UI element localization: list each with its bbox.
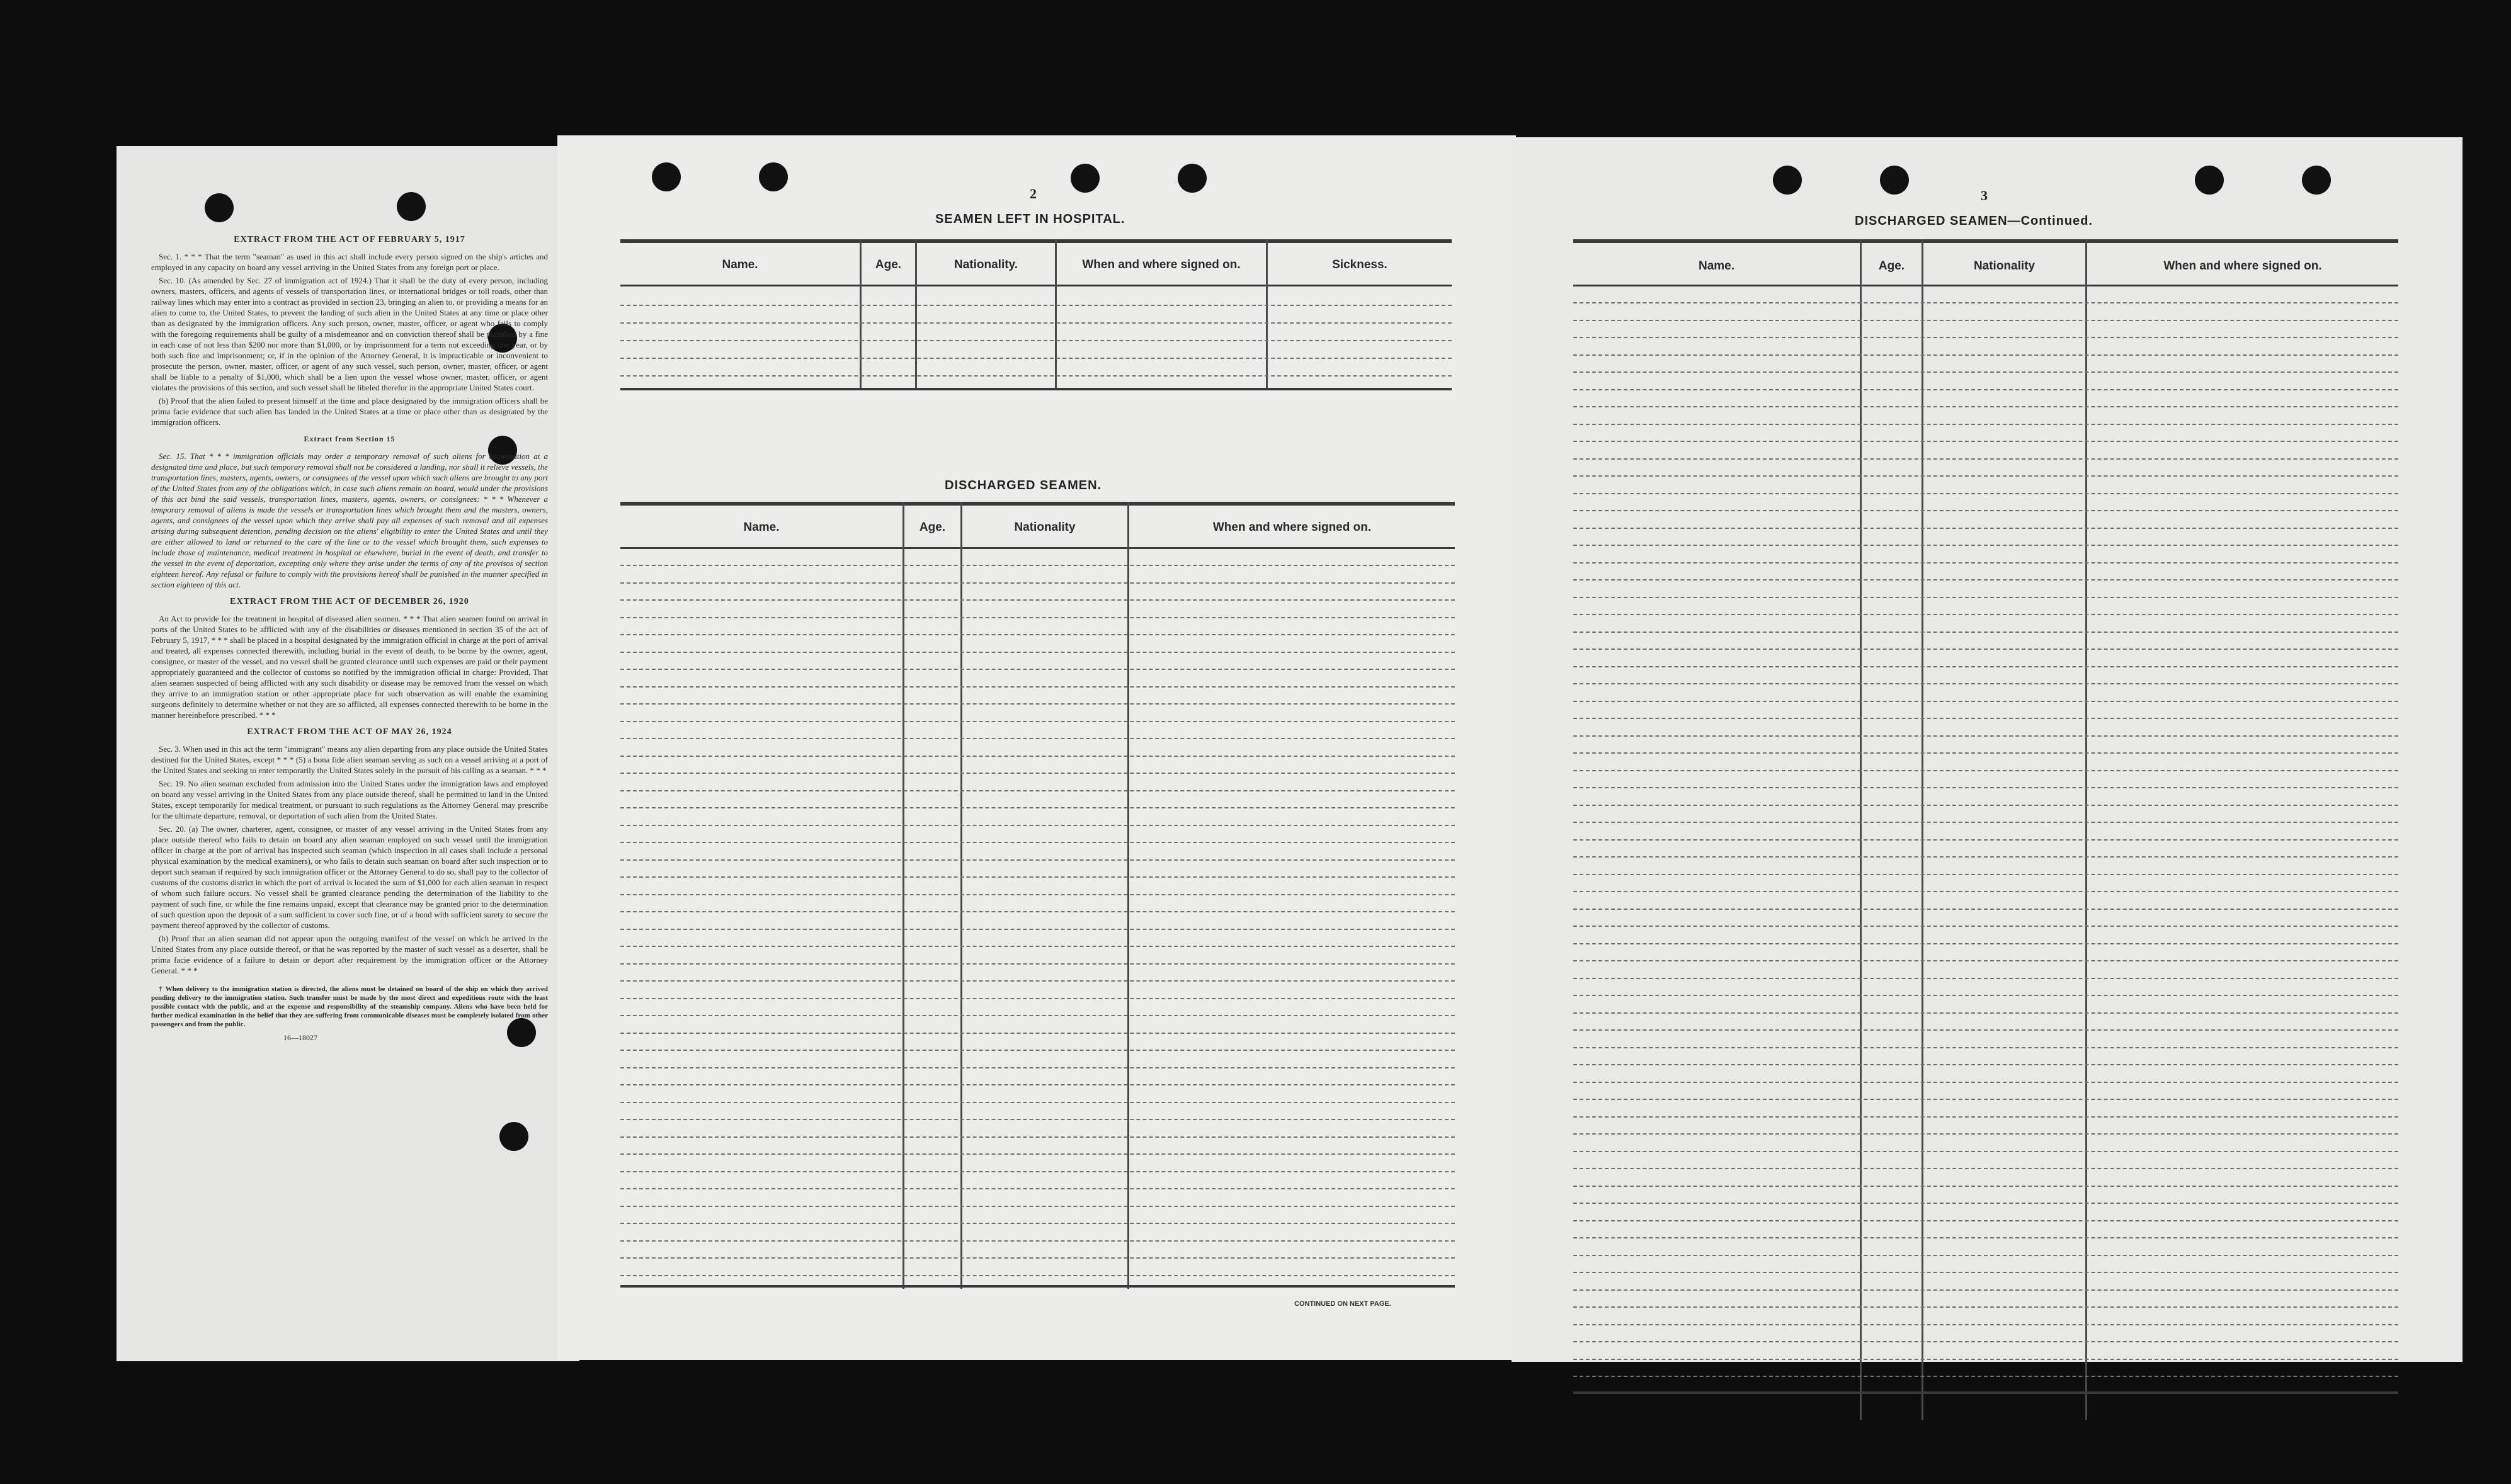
table-row (620, 617, 1455, 618)
table-row (620, 980, 1455, 982)
table-top-rule (1573, 239, 2398, 243)
table-row (1573, 701, 2398, 702)
form-number: 16—18027 (283, 1033, 317, 1042)
punch-hole (759, 162, 788, 191)
page-2 (557, 135, 1516, 1360)
table-row (620, 340, 1452, 341)
column-divider (2085, 239, 2087, 1420)
table-row (620, 842, 1455, 843)
table-row (620, 721, 1455, 722)
discharged-continued-title: DISCHARGED SEAMEN—Continued. (1855, 214, 2093, 228)
hospital-section-title: SEAMEN LEFT IN HOSPITAL. (935, 212, 1125, 226)
col-header-name: Name. (722, 258, 758, 271)
punch-hole (1880, 166, 1909, 195)
table-row (1573, 1255, 2398, 1256)
table-row (620, 1171, 1455, 1172)
table-top-rule (620, 502, 1455, 506)
table-row (1573, 528, 2398, 529)
table-row (620, 1136, 1455, 1138)
table-row (1573, 475, 2398, 477)
table-row (620, 322, 1452, 324)
table-row (620, 634, 1455, 635)
table-row (1573, 1306, 2398, 1308)
left-page-legal-extracts (117, 146, 579, 1361)
col-header-age: Age. (1878, 259, 1905, 273)
col-header-nationality: Nationality. (954, 258, 1018, 271)
table-row (1573, 1203, 2398, 1204)
sec-10b-text: (b) Proof that the alien failed to present himself at the time and place designated by the immigration officers shall be prima facie evidence that such alien has landed in the United States at a time or place other than as designated by the immigration officers. (151, 396, 548, 427)
act-1924-heading: EXTRACT FROM THE ACT OF MAY 26, 1924 (247, 727, 452, 737)
punch-hole (1071, 164, 1100, 193)
table-row (1573, 441, 2398, 442)
table-row (1573, 1359, 2398, 1360)
page-3 (1512, 137, 2463, 1362)
act-1920-heading: EXTRACT FROM THE ACT OF DECEMBER 26, 1920 (230, 597, 469, 606)
table-row (1573, 683, 2398, 684)
table-row (1573, 874, 2398, 875)
table-row (620, 998, 1455, 999)
punch-hole (2195, 166, 2224, 195)
table-bottom-rule (620, 388, 1452, 390)
table-row (1573, 1099, 2398, 1100)
table-row (1573, 337, 2398, 338)
table-row (620, 375, 1452, 377)
table-row (1573, 371, 2398, 373)
discharged-table (620, 502, 1455, 1289)
table-row (1573, 1220, 2398, 1221)
col-header-signed-on: When and where signed on. (1212, 521, 1372, 534)
table-row (620, 1206, 1455, 1207)
table-row (1573, 510, 2398, 511)
table-row (1573, 856, 2398, 858)
table-row (1573, 579, 2398, 581)
col-header-nationality: Nationality (1973, 259, 2036, 273)
table-row (620, 963, 1455, 965)
table-row (620, 582, 1455, 584)
col-header-age: Age. (875, 258, 902, 271)
table-row (1573, 1064, 2398, 1065)
table-row (1573, 406, 2398, 407)
table-row (1573, 1082, 2398, 1083)
sec-10-text: Sec. 10. (As amended by Sec. 27 of immigration act of 1924.) That it shall be the duty of every person, including owners, masters, officers, and agents of vessels of transportation lines, or international bridges or toll roads, other than railway lines which may enter into a contract as provided in section 23, bringing an alien to, or providing a means for an alien to come to, the United States, to prevent the landing of such alien in the United States at any time or place other than as designated by the immigration officers. Any such person, owner, master, officer, or agent who fails to comply with the foregoing requirements shall be guilty of a misdemeanor and on conviction thereof shall be punished by a fine in each case of not less than $200 nor more than $1,000, or by imprisonment for a term not exceeding one year, or by both such fine and imprisonment; or, if in the opinion of the Attorney General, it is impracticable or inconvenient to prosecute the person, owner, master, officer, or agent of any such vessel, such person, owner, master, officer, or agent shall be liable to a penalty of $1,000, which shall be a lien upon the vessel whose owner, master, officer, or agent violates the provisions of this section, and such vessel shall be libeled therefor in the appropriate United States court. (151, 276, 548, 392)
table-row (1573, 562, 2398, 564)
sec-15-heading: Extract from Section 15 (304, 434, 396, 443)
table-row (1573, 302, 2398, 303)
page-number: 2 (1030, 186, 1037, 201)
table-row (1573, 718, 2398, 719)
table-row (1573, 666, 2398, 667)
act-1917-heading: EXTRACT FROM THE ACT OF FEBRUARY 5, 1917 (234, 235, 465, 244)
table-row (1573, 839, 2398, 841)
table-row (1573, 1186, 2398, 1187)
table-row (620, 1050, 1455, 1051)
table-row (620, 1033, 1455, 1034)
table-row (620, 1188, 1455, 1189)
table-row (620, 773, 1455, 774)
table-row (1573, 649, 2398, 650)
column-divider (1922, 239, 1923, 1420)
sec-20b-text: (b) Proof that an alien seaman did not appear upon the outgoing manifest of the vessel on which he arrived in the United States from any place outside thereof, or that he was reported by the master of such vessel as a deserter, shall be prima facie evidence of a failure to detain or deport after requirement by the immigration officer or the Attorney General. * * * (151, 934, 548, 975)
table-row (620, 358, 1452, 359)
table-row (1573, 1376, 2398, 1377)
table-row (1573, 787, 2398, 788)
sec-1-text: Sec. 1. * * * That the term "seaman" as used in this act shall include every person signed on the ship's articles and employed in any capacity on board any vessel arriving in the United States from any foreign port or place. (151, 252, 548, 272)
col-header-age: Age. (919, 521, 946, 534)
punch-hole (2302, 166, 2331, 195)
page-number: 3 (1981, 188, 1988, 203)
column-divider (1860, 239, 1862, 1420)
table-row (620, 894, 1455, 895)
col-header-signed-on: When and where signed on. (2163, 259, 2322, 273)
header-rule (1573, 285, 2398, 286)
sec-15-text: Sec. 15. That * * * immigration officials may order a temporary removal of such aliens for examination at a designated time and place, but such temporary removal shall not be considered a landing, nor shall it relieve vessels, the transportation lines, masters, agents, owners, or consignees of the vessel upon which such aliens are brought to any port of the United States from any of the obligations which, in case such aliens remain on board, would under the provisions of this act bind the said vessels, transportation lines, masters, agents, owners, or consignees: * * * Whenever a temporary removal of aliens is made the vessels or transportation lines which brought them and the masters, owners, agents, and consignees of the vessel upon which they arrive shall pay all expenses of such removal and all expenses arising during subsequent detention, pending decision on the aliens' eligibility to enter the United States and until they are either allowed to land or returned to the care of the line or to the vessel which brought them, such expenses to include those of maintenance, medical treatment in hospital or elsewhere, burial in the event of death, and transfer to the vessel in the event of deportation, excepting only where they arise under the terms of any of the provisos of section eighteen hereof. Any refusal or failure to comply with the provisions hereof shall be punished in the manner specified in section eighteen of this act. (151, 451, 548, 589)
table-row (620, 686, 1455, 688)
table-row (620, 859, 1455, 861)
table-row (620, 1257, 1455, 1259)
table-row (620, 669, 1455, 670)
col-header-nationality: Nationality (1014, 521, 1076, 534)
table-row (1573, 943, 2398, 944)
table-row (1573, 632, 2398, 633)
sec-19-text: Sec. 19. No alien seaman excluded from admission into the United States under the immigration laws and employed on board any vessel arriving in the United States from any place outside thereof, shall be permitted to land in the United States, except temporarily for medical treatment, or pursuant to such regulations as the Attorney General may prescribe for the ultimate departure, removal, or deportation of such alien from the United States. (151, 779, 548, 820)
table-row (620, 1015, 1455, 1016)
table-row (620, 1084, 1455, 1085)
table-row (1573, 389, 2398, 390)
table-row (1573, 1133, 2398, 1135)
table-row (620, 1153, 1455, 1155)
table-row (620, 946, 1455, 947)
table-row (1573, 1289, 2398, 1291)
punch-hole (205, 193, 234, 222)
table-row (620, 305, 1452, 306)
table-row (1573, 1272, 2398, 1273)
table-row (620, 599, 1455, 601)
table-row (1573, 909, 2398, 910)
table-row (1573, 545, 2398, 546)
continued-note: CONTINUED ON NEXT PAGE. (1294, 1300, 1391, 1308)
table-row (1573, 458, 2398, 460)
table-row (620, 565, 1455, 566)
table-row (1573, 320, 2398, 321)
table-row (1573, 1237, 2398, 1238)
header-rule (620, 285, 1452, 286)
table-row (620, 911, 1455, 912)
table-row (1573, 960, 2398, 961)
sec-3-text: Sec. 3. When used in this act the term "immigrant" means any alien departing from any place outside the United States destined for the United States, except * * * (5) a bona fide alien seaman serving as such on a vessel arriving at a port of the United States and seeking to enter temporarily the United States solely in the pursuit of his calling as a seaman. * * * (151, 744, 548, 775)
table-row (1573, 1151, 2398, 1152)
table-row (620, 929, 1455, 930)
table-row (1573, 1047, 2398, 1048)
punch-hole (397, 192, 426, 221)
table-row (1573, 752, 2398, 754)
col-header-name: Name. (1698, 259, 1735, 273)
col-header-signed-on: When and where signed on. (1082, 258, 1241, 271)
table-row (1573, 354, 2398, 356)
table-row (620, 1119, 1455, 1120)
table-row (1573, 1168, 2398, 1169)
sec-20-text: Sec. 20. (a) The owner, charterer, agent, consignee, or master of any vessel arriving in the United States from any place outside thereof who fails to detain on board any alien seaman employed on such vessel until the immigration officer in charge at the port of arrival has inspected such seaman (which inspection in all cases shall include a personal physical examination by the medical examiners), or who fails to detain such seaman on board after such inspection or to deport such seaman if required by such immigration officer or the Attorney General to do so, shall pay to the collector of customs of the customs district in which the port of arrival is located the sum of $1,000 for each alien seaman in respect of whom such failure occurs. No vessel shall be granted clearance pending the determination of the liability to the payment of such fine, or while the fine remains unpaid, except that clearance may be granted prior to the determination of such question upon the deposit of a sum sufficient to cover such fine, or of a bond with sufficient surety to secure the payment thereof approved by the collector of customs. (151, 824, 548, 930)
table-row (1573, 424, 2398, 425)
hospital-table (620, 239, 1452, 390)
table-row (620, 738, 1455, 739)
table-bottom-rule (620, 1285, 1455, 1288)
punch-hole (1773, 166, 1802, 195)
table-row (1573, 926, 2398, 927)
table-bottom-rule (1573, 1391, 2398, 1394)
table-row (620, 1067, 1455, 1068)
table-row (1573, 978, 2398, 979)
table-row (1573, 995, 2398, 996)
table-row (1573, 614, 2398, 615)
table-row (620, 703, 1455, 705)
header-rule (620, 547, 1455, 549)
table-row (1573, 735, 2398, 737)
table-row (1573, 1012, 2398, 1014)
discharged-continued-table (1573, 239, 2398, 1420)
punch-hole (652, 162, 681, 191)
table-row (1573, 493, 2398, 494)
table-row (1573, 1341, 2398, 1342)
table-row (620, 756, 1455, 757)
table-row (620, 652, 1455, 653)
legal-text-block (151, 228, 548, 1043)
table-row (1573, 1324, 2398, 1325)
table-row (620, 807, 1455, 808)
table-row (620, 825, 1455, 826)
footnote: † When delivery to the immigration station is directed, the aliens must be detained on board of the ship on which they arrived pending delivery to the immigration station. Such transfer must be made by the most direct and expeditious route with the least possible contact with the public, and at the expense and responsibility of the steamship company. Aliens who have been held for further medical examination in the belief that they are suffering from communicable diseases must be completely isolated from other passengers and from the public. (151, 985, 548, 1028)
table-row (1573, 1116, 2398, 1118)
table-top-rule (620, 239, 1452, 243)
table-row (620, 1275, 1455, 1276)
table-row (620, 790, 1455, 791)
table-row (1573, 805, 2398, 806)
table-row (620, 1223, 1455, 1224)
col-header-sickness: Sickness. (1332, 258, 1387, 271)
table-row (1573, 597, 2398, 598)
table-row (1573, 1029, 2398, 1031)
table-row (1573, 891, 2398, 892)
act-1920-text: An Act to provide for the treatment in hospital of diseased alien seamen. * * * That alien seamen found on arrival in ports of the United States to be afflicted with any of the disabilities or diseases mentioned in section 35 of the act of February 5, 1917, * * * shall be placed in a hospital designated by the immigration official in charge at the port of arrival and treated, all expenses connected therewith, including burial in the event of death, to be borne by the owner, agent, consignee, or master of the vessel, and no vessel shall be granted clearance until such expenses are paid or their payment appropriately guaranteed and the collector of customs so notified by the immigration official in charge: Provided, That alien seamen suspected of being afflicted with any such disability or disease may be removed from the vessel on which they arrive to an immigration station or other appropriate place for such observation as will enable the examining surgeons definitely to determine whether or not they are so afflicted, all expenses connected therewith to be borne in the manner hereinbefore prescribed. * * * (151, 614, 548, 720)
punch-hole (1178, 164, 1207, 193)
table-row (620, 876, 1455, 878)
col-header-name: Name. (743, 521, 780, 534)
punch-hole (499, 1122, 528, 1151)
table-row (1573, 770, 2398, 771)
table-row (620, 1240, 1455, 1242)
discharged-section-title: DISCHARGED SEAMEN. (945, 479, 1102, 492)
table-row (1573, 822, 2398, 823)
table-row (620, 1102, 1455, 1103)
